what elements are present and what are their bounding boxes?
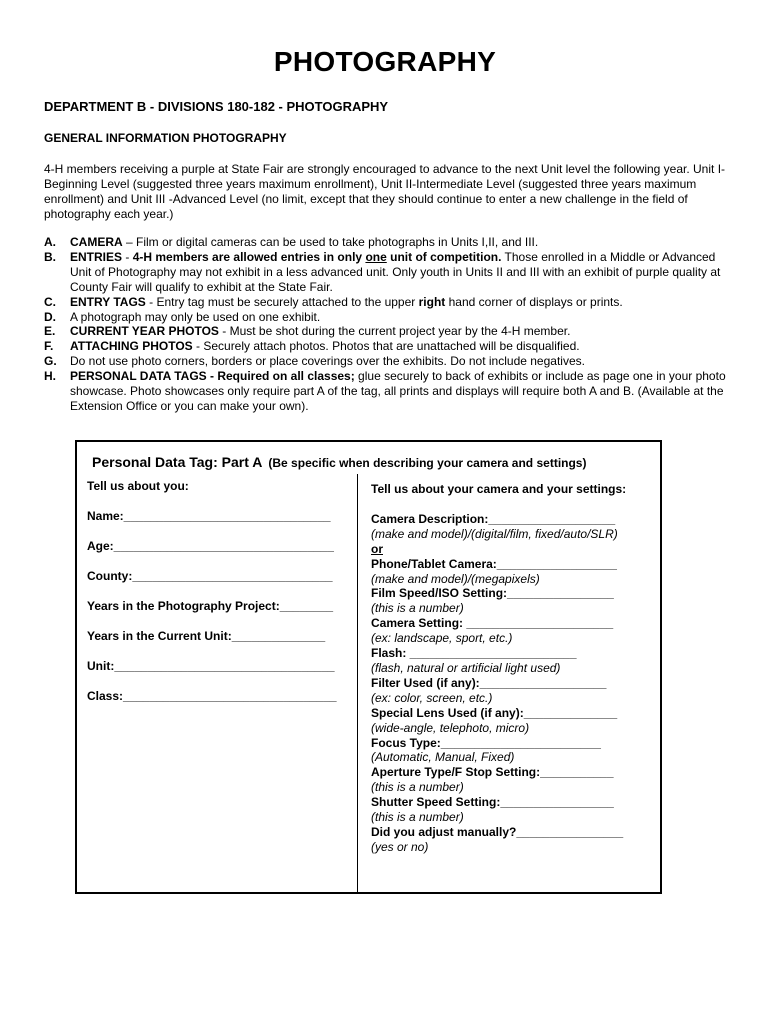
- rule-text: hand corner of displays or prints.: [445, 294, 623, 309]
- rule-h: [44, 369, 734, 414]
- about-you-heading: Tell us about you:: [87, 479, 189, 493]
- rule-text: - Securely attach photos. Photos that are unattached will be disqualified.: [192, 339, 580, 354]
- shutter-speed-field[interactable]: Shutter Speed Setting:_________________: [371, 795, 614, 810]
- rule-keyword: ATTACHING PHOTOS: [70, 339, 193, 354]
- camera-column: [371, 482, 651, 855]
- manual-adjust-hint: (yes or no): [371, 839, 429, 854]
- manual-adjust-field[interactable]: Did you adjust manually?________________: [371, 824, 624, 839]
- rule-text: - Must be shot during the current project year by the 4-H member.: [218, 324, 571, 339]
- camera-heading: Tell us about your camera and your settings:: [371, 482, 627, 496]
- column-divider: [357, 474, 358, 894]
- tag-subtitle: (Be specific when describing your camera and settings): [268, 456, 587, 470]
- rule-letter: G.: [44, 354, 57, 369]
- focus-type-hint: (Automatic, Manual, Fixed): [371, 750, 515, 765]
- rule-text: - Entry tag must be securely attached to the upper: [145, 294, 419, 309]
- phone-camera-hint: (make and model)/(megapixels): [371, 571, 540, 586]
- rule-text: A photograph may only be used on one exhibit.: [70, 309, 321, 324]
- tag-title: [92, 454, 586, 470]
- film-speed-field[interactable]: Film Speed/ISO Setting:________________: [371, 586, 614, 601]
- rule-d: [44, 310, 734, 325]
- camera-description-field[interactable]: Camera Description:___________________: [371, 511, 616, 526]
- filter-hint: (ex: color, screen, etc.): [371, 690, 493, 705]
- years-project-field[interactable]: Years in the Photography Project:________: [87, 599, 334, 613]
- rule-text: Those enrolled in a Middle or Advanced Unit of Photography may not exhibit in a less advanced unit. Only youth in Units II and III with an exhibit of purple quality at County Fair will qualify to exhibit at the State Fair.: [70, 249, 721, 294]
- rule-emphasis: 4-H members are allowed entries in only: [132, 249, 366, 264]
- shutter-speed-hint: (this is a number): [371, 810, 464, 825]
- rule-underlined: one: [365, 249, 387, 264]
- department-heading: DEPARTMENT B - DIVISIONS 180-182 - PHOTOGRAPHY: [44, 99, 389, 114]
- film-speed-hint: (this is a number): [371, 601, 464, 616]
- personal-data-tag: [75, 440, 662, 894]
- rule-emphasis: unit of competition.: [386, 249, 502, 264]
- rule-f: [44, 339, 734, 354]
- rules-list: [44, 235, 734, 414]
- about-you-column: [87, 479, 349, 719]
- tag-title-text: Personal Data Tag: Part A: [92, 454, 263, 470]
- rule-g: [44, 354, 734, 369]
- phone-camera-field[interactable]: Phone/Tablet Camera:__________________: [371, 556, 617, 571]
- rule-text: Do not use photo corners, borders or place coverings over the exhibits. Do not include negatives.: [70, 354, 585, 369]
- rule-letter: D.: [44, 309, 56, 324]
- general-info-heading: GENERAL INFORMATION PHOTOGRAPHY: [44, 131, 287, 145]
- rule-text: – Film or digital cameras can be used to take photographs in Units I,II, and III.: [122, 235, 539, 249]
- age-field[interactable]: Age:_________________________________: [87, 539, 334, 553]
- name-field[interactable]: Name:_______________________________: [87, 509, 331, 523]
- rule-letter: H.: [44, 369, 56, 384]
- years-unit-field[interactable]: Years in the Current Unit:______________: [87, 629, 326, 643]
- camera-setting-hint: (ex: landscape, sport, etc.): [371, 631, 513, 646]
- county-field[interactable]: County:______________________________: [87, 569, 333, 583]
- rule-letter: A.: [44, 235, 56, 249]
- rule-a: [44, 235, 734, 250]
- focus-type-field[interactable]: Focus Type:________________________: [371, 735, 601, 750]
- page-title: PHOTOGRAPHY: [273, 46, 497, 77]
- rule-keyword: ENTRY TAGS: [70, 294, 146, 309]
- rule-e: [44, 324, 734, 339]
- rule-keyword: ENTRIES: [70, 249, 123, 264]
- rule-separator: -: [122, 249, 133, 264]
- or-label: or: [371, 541, 383, 556]
- special-lens-hint: (wide-angle, telephoto, micro): [371, 720, 530, 735]
- flash-hint: (flash, natural or artificial light used): [371, 660, 561, 675]
- filter-field[interactable]: Filter Used (if any):___________________: [371, 675, 607, 690]
- rule-keyword: PERSONAL DATA TAGS - Required on all classes;: [70, 369, 355, 384]
- flash-field[interactable]: Flash: _________________________: [371, 646, 577, 661]
- aperture-field[interactable]: Aperture Type/F Stop Setting:___________: [371, 765, 614, 780]
- camera-description-hint: (make and model)/(digital/film, fixed/auto/SLR): [371, 526, 618, 541]
- rule-keyword: CAMERA: [70, 235, 123, 249]
- intro-paragraph: 4-H members receiving a purple at State Fair are strongly encouraged to advance to the next Unit level the following year. Unit I-Beginning Level (suggested three years maximum enrollment), Unit II-Intermediate Level (suggested three years maximum enrollment) and Unit III -Advanced Level (no limit, except that they should continue to enter a new challenge in the field of photography each year.): [44, 162, 726, 221]
- unit-field[interactable]: Unit:_________________________________: [87, 659, 335, 673]
- special-lens-field[interactable]: Special Lens Used (if any):______________: [371, 705, 618, 720]
- camera-setting-field[interactable]: Camera Setting: ______________________: [371, 616, 614, 631]
- rule-text: glue securely to back of exhibits or include as page one in your photo showcase. Photo showcases only require part A of the tag, all prints and displays will require both A and B. (Available at the Extension Office or you can make your own).: [70, 369, 726, 413]
- rule-c: [44, 295, 734, 310]
- rule-letter: C.: [44, 294, 56, 309]
- rule-emphasis: right: [418, 294, 446, 309]
- aperture-hint: (this is a number): [371, 780, 464, 795]
- rule-letter: E.: [44, 324, 56, 339]
- class-field[interactable]: Class:________________________________: [87, 689, 337, 703]
- rule-letter: F.: [44, 339, 54, 354]
- rule-letter: B.: [44, 249, 56, 264]
- rule-b: [44, 250, 734, 295]
- rule-keyword: CURRENT YEAR PHOTOS: [70, 324, 219, 339]
